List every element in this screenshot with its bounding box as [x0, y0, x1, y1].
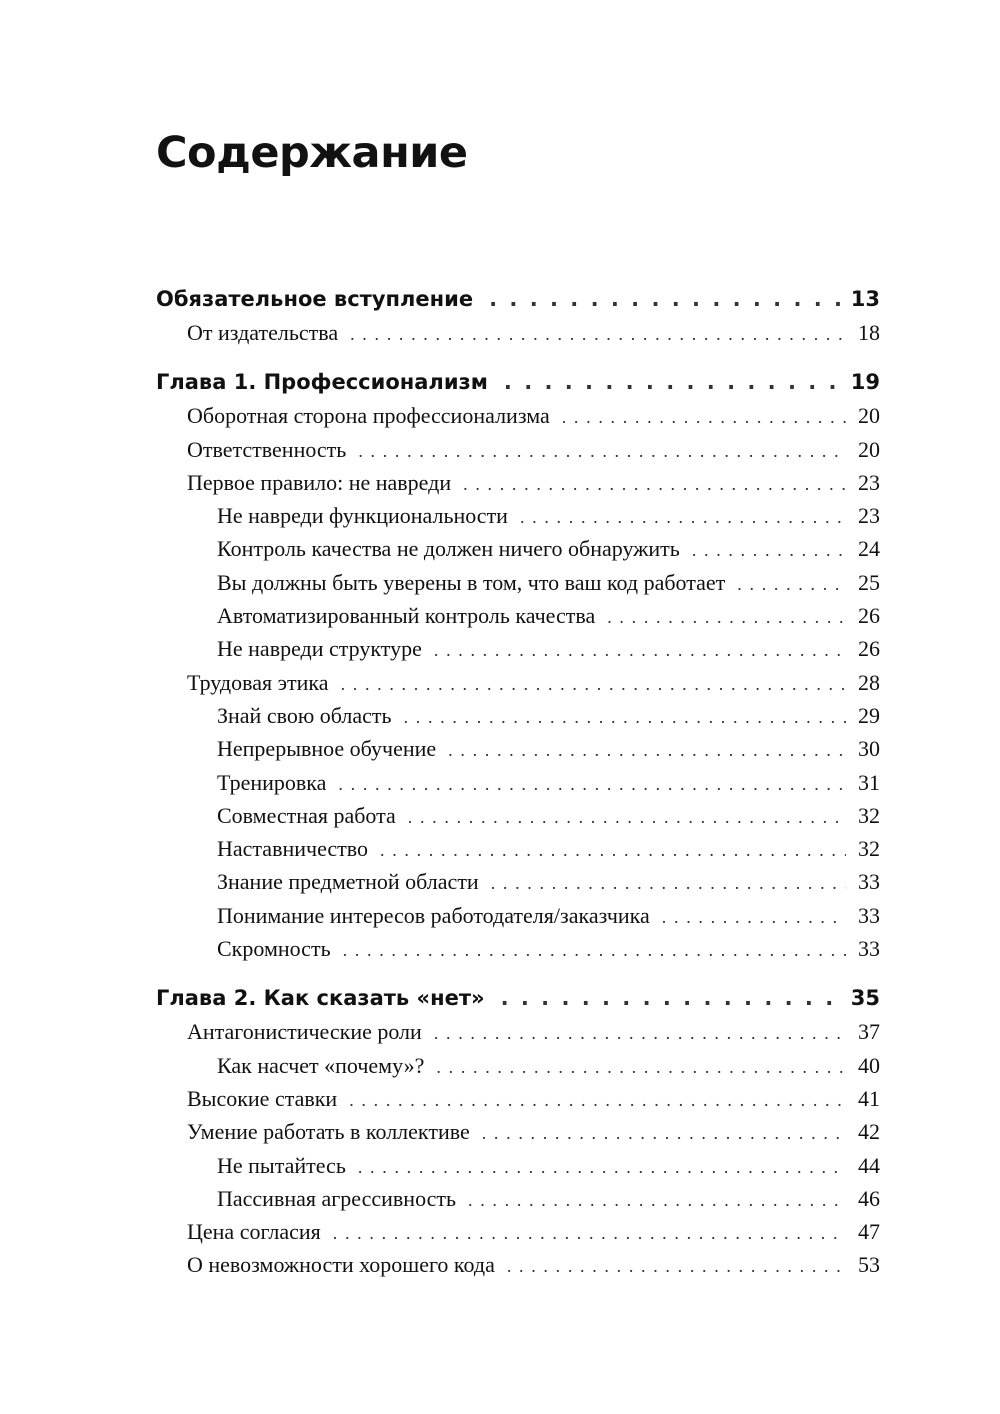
toc-subsection-row[interactable] — [156, 799, 880, 832]
toc-page-number: 35 — [850, 986, 880, 1011]
toc-entry-title: Ответственность — [187, 436, 347, 462]
toc-entry-title: Автоматизированный контроль качества — [217, 603, 596, 629]
toc-subsection-row[interactable] — [156, 899, 880, 932]
toc-entry-title: Глава 1. Профессионализм — [156, 370, 488, 395]
dot-leader — [562, 401, 846, 434]
toc-page-number: 13 — [850, 287, 880, 311]
toc-page-number: 23 — [858, 469, 880, 495]
toc-page-number: 53 — [858, 1252, 880, 1278]
dot-leader — [408, 801, 846, 834]
toc-section-row[interactable] — [156, 1115, 880, 1148]
toc-entry-title: Тренировка — [217, 769, 327, 795]
toc-page-number: 25 — [858, 569, 880, 595]
toc-section-row[interactable] — [156, 1248, 880, 1281]
dot-leader — [436, 1051, 846, 1084]
toc-subsection-row[interactable] — [156, 499, 880, 532]
toc-page-number: 32 — [858, 836, 880, 862]
toc-section-row[interactable] — [156, 399, 880, 432]
toc-entry-title: Знай свою область — [217, 702, 392, 728]
toc-page-number: 37 — [858, 1019, 880, 1045]
toc-page-number: 40 — [858, 1052, 880, 1078]
toc-page-number: 30 — [858, 736, 880, 762]
toc-section-row[interactable] — [156, 1015, 880, 1048]
toc-section-row[interactable] — [156, 666, 880, 699]
toc-page-number: 28 — [858, 669, 880, 695]
dot-leader — [338, 768, 846, 801]
toc-page-number: 18 — [858, 320, 880, 345]
toc-section-row[interactable] — [156, 466, 880, 499]
toc-page-number: 41 — [858, 1085, 880, 1111]
toc-entry-title: Пассивная агрессивность — [217, 1185, 457, 1211]
dot-leader — [489, 283, 841, 316]
dot-leader — [607, 601, 846, 634]
toc-subsection-row[interactable] — [156, 699, 880, 732]
toc-page-number: 33 — [858, 936, 880, 962]
toc-entry-title: Обязательное вступление — [156, 287, 474, 311]
toc-section-row[interactable] — [156, 1082, 880, 1115]
dot-leader — [463, 468, 846, 501]
toc-entry-title: Умение работать в коллективе — [187, 1119, 470, 1145]
toc-entry-title: Не навреди функциональности — [217, 503, 508, 529]
toc-page-number: 31 — [858, 769, 880, 795]
toc-entry-title: От издательства — [187, 320, 339, 345]
dot-leader — [333, 1217, 846, 1250]
toc-subsection-row[interactable] — [156, 732, 880, 765]
toc-section-row[interactable] — [156, 1215, 880, 1248]
dot-leader — [380, 834, 846, 867]
toc-subsection-row[interactable] — [156, 532, 880, 565]
toc-page-number: 44 — [858, 1152, 880, 1178]
toc-page-number: 24 — [858, 536, 880, 562]
toc-subsection-row[interactable] — [156, 1182, 880, 1215]
dot-leader — [358, 435, 846, 468]
toc-entry-title: Оборотная сторона профессионализма — [187, 403, 550, 429]
toc-page-number: 26 — [858, 636, 880, 662]
dot-leader — [434, 1017, 846, 1050]
toc-entry-title: Вы должны быть уверены в том, что ваш код работает — [217, 569, 726, 595]
dot-leader — [491, 867, 846, 900]
dot-leader — [501, 982, 841, 1015]
dot-leader — [737, 568, 846, 601]
toc-subsection-row[interactable] — [156, 566, 880, 599]
toc-subsection-row[interactable] — [156, 865, 880, 898]
dot-leader — [434, 634, 846, 667]
dot-leader — [507, 1250, 846, 1283]
dot-leader — [341, 668, 846, 701]
dot-leader — [468, 1184, 846, 1217]
dot-leader — [662, 901, 846, 934]
toc-entry-title: Как насчет «почему»? — [217, 1052, 425, 1078]
toc-page-number: 32 — [858, 802, 880, 828]
toc-subsection-row[interactable] — [156, 766, 880, 799]
toc-entry-title: Контроль качества не должен ничего обнаружить — [217, 536, 680, 562]
toc-entry-title: Высокие ставки — [187, 1085, 338, 1111]
dot-leader — [349, 1084, 846, 1117]
toc-entry-title: Первое правило: не навреди — [187, 469, 452, 495]
toc-chapter-row[interactable] — [156, 982, 880, 1015]
dot-leader — [404, 701, 846, 734]
dot-leader — [343, 934, 846, 967]
toc-subsection-row[interactable] — [156, 832, 880, 865]
table-of-contents — [156, 283, 880, 1282]
dot-leader — [504, 366, 841, 399]
toc-entry-title: Скромность — [217, 936, 331, 962]
toc-subsection-row[interactable] — [156, 1049, 880, 1082]
toc-entry-title: Глава 2. Как сказать «нет» — [156, 986, 485, 1011]
toc-entry-title: Знание предметной области — [217, 869, 479, 895]
toc-page-number: 33 — [858, 869, 880, 895]
toc-page-number: 47 — [858, 1219, 880, 1245]
toc-entry-title: Понимание интересов работодателя/заказчика — [217, 902, 650, 928]
dot-leader — [692, 534, 846, 567]
dot-leader — [448, 734, 846, 767]
toc-page-number: 26 — [858, 603, 880, 629]
dot-leader — [520, 501, 846, 534]
toc-page-number: 46 — [858, 1185, 880, 1211]
toc-entry-title: О невозможности хорошего кода — [187, 1252, 495, 1278]
dot-leader — [350, 318, 846, 351]
toc-entry-title: Наставничество — [217, 836, 368, 862]
toc-subsection-row[interactable] — [156, 632, 880, 665]
toc-subsection-row[interactable] — [156, 932, 880, 965]
toc-subsection-row[interactable] — [156, 1149, 880, 1182]
toc-chapter-row[interactable] — [156, 283, 880, 316]
toc-entry-title: Не пытайтесь — [217, 1152, 346, 1178]
toc-page-number: 19 — [850, 370, 880, 395]
toc-subsection-row[interactable] — [156, 599, 880, 632]
toc-entry-title: Непрерывное обучение — [217, 736, 437, 762]
toc-page-number: 20 — [858, 436, 880, 462]
toc-entry-title: Антагонистические роли — [187, 1019, 422, 1045]
toc-entry-title: Не навреди структуре — [217, 636, 422, 662]
page-title: Содержание — [156, 128, 468, 178]
toc-entry-title: Совместная работа — [217, 802, 396, 828]
toc-page-number: 42 — [858, 1119, 880, 1145]
dot-leader — [358, 1151, 846, 1184]
toc-section-row[interactable] — [156, 316, 880, 349]
toc-page-number: 23 — [858, 503, 880, 529]
toc-page-number: 20 — [858, 403, 880, 429]
toc-entry-title: Цена согласия — [187, 1219, 321, 1245]
toc-page-number: 33 — [858, 902, 880, 928]
toc-entry-title: Трудовая этика — [187, 669, 329, 695]
toc-page-number: 29 — [858, 702, 880, 728]
dot-leader — [482, 1117, 846, 1150]
toc-chapter-row[interactable] — [156, 366, 880, 399]
toc-section-row[interactable] — [156, 433, 880, 466]
